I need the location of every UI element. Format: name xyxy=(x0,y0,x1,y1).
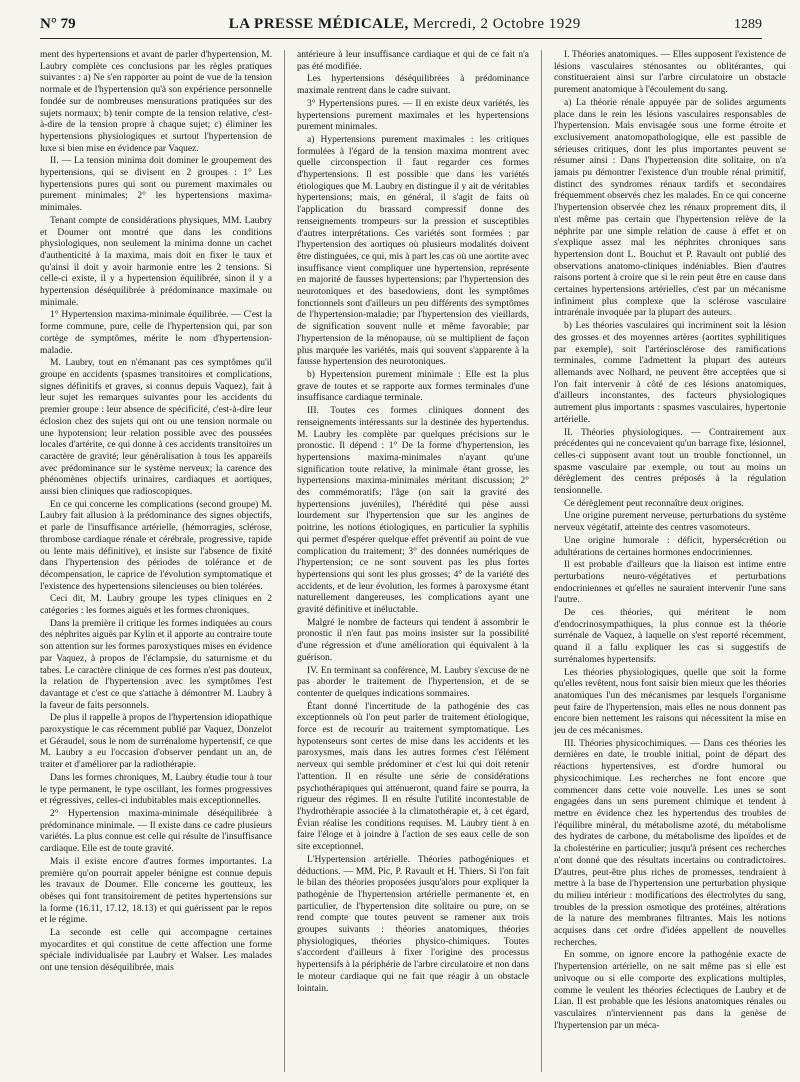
paragraph: Les hypertensions déséquilibrées à prédominance maximale rentrent dans le cadre suivant. xyxy=(297,74,529,97)
paragraph: 2° Hypertension maxima-minimale déséquilibrée à prédominance minimale. — Il existe dans ce cadre plusieurs variétés. La plus connue est celle qui résulte de l'insuffisance cardiaque. Elle est de toute gravité. xyxy=(40,809,272,855)
header-title xyxy=(229,16,581,33)
column-3 xyxy=(554,50,786,1072)
paragraph: Les théories physiologiques, quelle que soit la forme qu'elles revêtent, nous font saisir bien mieux que les théories anatomiques l'un des mécanismes par lesquels l'organisme peut faire de l'hypertension, mais elles ne nous donnent pas encore bien nettement les raisons qui nécessitent la mise en jeu de ces mécanismes. xyxy=(554,667,786,737)
paragraph: Une origine purement nerveuse, perturbations du système nerveux végétatif, atteinte des centres vasomoteurs. xyxy=(554,511,786,534)
paragraph: Ce dérèglement peut reconnaître deux origines. xyxy=(564,498,744,509)
paragraph: Étant donné l'incertitude de la pathogénie des cas exceptionnels où l'on peut parler de traitement étiologique, force est de recourir au traitement symptomatique. Les hypotenseurs sont certes de mise dans les accidents et les paroxysmes, mais dans les autres formes c'est l'élément nerveux qui semble prédominer et c'est lui qui doit retenir l'attention. Il en résulte une série de considérations psychothérapiques qui atténueront, quand faire se pourra, la rigueur des régimes. Il en résulte l'utilité incontestable de l'hydrothérapie associée à la climatothérapie et, à cet égard, Évian réalise les conditions requises. M. Laubry tient à en faire l'éloge et à joindre à l'action de ses eaux celle de son site exceptionnel. xyxy=(297,701,529,853)
paragraph: Il est probable d'ailleurs que la liaison est intime entre perturbations neuro-végétatives et perturbations endocriniennes et qu'elles ne sauraient intervenir l'une sans l'autre. xyxy=(554,560,786,606)
paragraph: Dans la première il critique les formes indiquées au cours des néphrites aiguës par Kylin et il apporte au contraire toute son attention sur les formes paroxystiques mises en évidence par Vaquez, à propos de l'éclampsie, du saturnisme et du tabes. Le caractère clinique de ces formes n'est pas douteux, la relation de l'hypertension avec les symptômes l'est davantage et c'est ce que s'attache à démontrer M. Laubry à la faveur de faits personnels. xyxy=(40,618,272,711)
paragraph: La seconde est celle qui accompagne certaines myocardites et qui constitue de cette affection une forme spéciale individualisée par Laubry et Walser. Les malades ont une tension déséquilibrée, mais xyxy=(40,928,272,974)
paragraph: De ces théories, qui méritent le nom d'endocrinosympathiques, la plus connue est la théorie surrénale de Vaquez, à laquelle on s'est reporté récemment, quand il a fallu expliquer les cas si suggestifs de surrénalomes hypertensifs. xyxy=(554,608,786,665)
issue-number: N° 79 xyxy=(40,16,76,32)
paragraph: Mais il existe encore d'autres formes importantes. La première qu'on pourrait appeler bénigne est connue depuis les travaux de Doumer. Elle concerne les goutteux, les obèses qui font transitoirement de petites hypertensions sur la forme (16.11, 17.12, 18.13) et qui guérissent par le repos et le régime. xyxy=(40,856,272,926)
paragraph: Une origine humorale : déficit, hypersécrétion ou adultérations de certaines hormones endocriniennes. xyxy=(554,535,786,558)
paragraph: Dans les formes chroniques, M. Laubry étudie tour à tour le type permanent, le type oscillant, les formes progressives et régressives, celles-ci indubitables mais exceptionnelles. xyxy=(40,772,272,807)
paragraph: Tenant compte de considérations physiques, MM. Laubry et Doumer ont montré que dans les conditions physiologiques, non seulement la minima donne un cachet d'authenticité à la maxima, mais doit en fixer le taux et qu'ainsi il doit y avoir harmonie entre les 2 tensions. Si celle-ci existe, il y a hypertension équilibrée, sinon il y a hypertension déséquilibrée à prédominance maximale ou minimale. xyxy=(40,215,272,308)
page-header xyxy=(40,16,762,39)
paragraph: En somme, on ignore encore la pathogénie exacte de l'hypertension artérielle, on ne sait même pas si elle est univoque ou si elle comporte des explications multiples, comme le veulent les théories éclectiques de Laubry et de Lian. Il est probable que les lésions anatomiques rénales ou vasculaires n'interviennent pas dans la genèse de l'hypertension par un méca- xyxy=(554,950,786,1031)
column-1 xyxy=(40,50,272,1072)
paragraph: II. — La tension minima doit dominer le groupement des hypertensions, qui se divisent en 2 groupes : 1° Les hypertensions pures qui sont ou purement maximales ou purement minimales; 2° les hypertensions maxima-minimales. xyxy=(40,156,272,214)
paragraph: a) La théorie rénale appuyée par de solides arguments place dans le rein les lésions vasculaires responsables de l'hypertension. Mais envisagée sous une forme étroite et exclusivement anatomopathologique, elle est passible de sérieuses critiques, dont les plus importantes peuvent se résumer ainsi : Dans l'hypertension dite solitaire, on n'a jamais pu démontrer l'existence d'un trouble rénal primitif, distinct des syndromes rénaux tardifs et secondaires fréquemment observés chez les malades. En ce qui concerne l'hypertension observée chez les rénaux proprement dits, il n'est même pas certain que l'hypertension relève de la néphrite par une simple relation de cause à effet et on s'explique assez mal les néphrites chroniques sans hypertension dont L. Bouchut et P. Ravault ont publié des observations anatomo-cliniques indéniables. Bien d'autres raisons portent à croire que si le rein peut être en cause dans certaines hypertensions artérielles, c'est par un mécanisme infiniment plus complexe que la sclérose vasculaire intrarénale invoquée par la plupart des auteurs. xyxy=(554,97,786,319)
paragraph: Ceci dit, M. Laubry groupe les types cliniques en 2 catégories : les formes aiguës et les formes chroniques. xyxy=(40,594,272,617)
paragraph: M. Laubry, tout en n'émanant pas ces symptômes qu'il groupe en accidents (spasmes transitoires et complications, signes définitifs et graves, si connus depuis Vaquez), fait à leur sujet les remarques suivantes pour les accidents du premier groupe : leur absence de spécificité, c'est-à-dire leur éclosion chez des sujets qui ont ou une tension normale ou une hypotension; leur relation possible avec des poussées locales d'artérite, ce qui donne à ces accidents transitoires un caractère de gravité; leur généralisation à tous les appareils avec prédominance sur le système nerveux; la carence des phénomènes objectifs urinaires, cardiaques et aortiques, aussi bien cliniques que radioscopiques. xyxy=(40,358,272,498)
column-2 xyxy=(297,50,529,1072)
paragraph: 3° Hypertensions pures. — Il en existe deux variétés, les hypertensions purement maximales et les hypertensions purement minimales. xyxy=(297,98,529,133)
paragraph: ment des hypertensions et avant de parler d'hypertension, M. Laubry complète ces conclusions par les règles pratiques suivantes : a) Ne s'en rapporter au point de vue de la tension normale et de l'hypertension qu'à son expérience personnelle fondée sur de nombreuses mensurations pratiquées sur des sujets normaux; b) tenir compte de la tension relative, c'est-à-dire de la tension propre à chaque sujet; c) éliminer les hypertensions physiologiques et surtout l'hypertension de luxe si bien mise en évidence par Vaquez. xyxy=(40,50,272,154)
paragraph: b) Hypertension purement minimale : Elle est la plus grave de toutes et se rapporte aux formes terminales d'une insuffisance cardiaque terminale. xyxy=(297,369,529,404)
column-divider xyxy=(541,50,542,1072)
paragraph: antérieure à leur insuffisance cardiaque et qui de ce fait n'a pas été modifiée. xyxy=(297,50,529,72)
paragraph: De plus il rappelle à propos de l'hypertension idiopathique paroxystique le cas récemment publié par Vaquez, Donzelot et Géraudel, sous le nom de surrénalome hypertensif, ce que M. Laubry a eu l'occasion d'observer pendant un an, de traiter et d'améliorer par la radiothérapie. xyxy=(40,713,272,771)
issue-date: Mercredi, 2 Octobre 1929 xyxy=(413,16,581,32)
paragraph: Malgré le nombre de facteurs qui tendent à assombrir le pronostic il n'en faut pas moins insister sur la possibilité d'une régression et d'une amélioration qui équivalent à la guérison. xyxy=(297,617,529,663)
paragraph: a) Hypertensions purement maximales : les critiques formulées à l'égard de la tension maxima montrent avec quelle circonspection il faut regarder ces formes d'hypertensions. Il est possible que dans les variétés étiologiques que M. Laubry en distingue il y ait de véritables hypertensions; mais, en général, il s'agit de faits où l'application du brassard compressif donne des renseignements trompeurs sur la pression et susceptibles d'autres interprétations. Ces variétés sont formées : par l'hypertension des aortiques où plusieurs modalités doivent être distinguées, ce qui, mis à part les cas où une aortite avec insuffisance vient compliquer une hypertension, représente en majorité de fausses hypertensions; par l'hypertension des neurotoniques et des basedowiens, dont les symptômes fonctionnels sont d'ailleurs un peu différents des symptômes de l'hypertension-maladie; par l'hypertension des vieillards, de signification souvent nulle et même favorable; par l'hypertension de la ménopause, où se multiplient de façon plus marquée les variétés, mais qui souvent s'apparente à la fausse hypertension des neurotoniques. xyxy=(297,134,529,368)
paragraph: II. Théories physiologiques. — Contrairement aux précédentes qui ne concevaient qu'un barrage fixe, lésionnel, celles-ci supposent avant tout un trouble fonctionnel, un spasme vasculaire par exemple, ou tout au moins un dérèglement des centres préposés à la régulation tensionnelle. xyxy=(554,427,786,497)
column-divider xyxy=(284,50,285,1072)
paragraph: 1° Hypertension maxima-minimale équilibrée. — C'est la forme commune, pure, celle de l'hypertension qui, par son cortège de symptômes, mérite le nom d'hypertension-maladie. xyxy=(40,310,272,356)
paragraph: b) Les théories vasculaires qui incriminent soit la lésion des grosses et des moyennes artères (aortites syphilitiques par exemple), soit l'artériosclérose des ramifications terminales, comme l'admettent la plupart des auteurs allemands avec Nolhard, ne peuvent être acceptées que si l'on fait intervenir à côté de ces lésions anatomiques, d'ailleurs inconstantes, des facteurs physiologiques autrement plus importants : spasmes vasculaires, hypertonie artérielle. xyxy=(554,321,786,425)
paragraph: III. Toutes ces formes cliniques donnent des renseignements intéressants sur la destinée des hypertendus. M. Laubry les complète par quelques précisions sur le pronostic. Il dépend : 1° De la forme d'hypertension, les hypertensions maxima-minimales n'ayant qu'une signification toute relative, la minimale étant grosse, les hypertensions maxima-minimales méritant discussion; 2° des commémoratifs; l'âge (on sait la gravité des hypertensions juvéniles), l'hérédité qui pèse aussi lourdement sur l'hypertension que sur les angines de poitrine, les notions étiologiques, en particulier la syphilis qui permet d'espérer quelque effet préventif au point de vue complication du traitement; 3° des données numériques de l'hypertension; ce ne sont souvent pas les plus fortes hypertensions qui sont les plus grosses; 4° de la variété des accidents, et de leur évolution, les formes à paroxysme étant naturellement dangereuses, les complications ayant une gravité définitive et inéluctable. xyxy=(297,406,529,616)
article-columns xyxy=(40,50,786,1072)
paragraph: I. Théories anatomiques. — Elles supposent l'existence de lésions vasculaires sténosantes ou oblitérantes, qui constitueraient ainsi sur l'arbre circulatoire un obstacle purement anatomique à l'écoulement du sang. xyxy=(554,50,786,96)
paragraph: III. Théories physicochimiques. — Dans ces théories les dernières en date, le trouble initial, point de départ des réactions hypertensives, est d'ordre humoral ou physicochimique. Les recherches ne font encore que commencer dans cette voie nouvelle. Les unes se sont engagées dans un sens purement chimique et tendent à mettre en évidence chez les hypertendus des troubles de l'équilibre minéral, du métabolisme azoté, du métabolisme des hydrates de carbone, du métabolisme des lipoïdes et de la cholestérine en particulier; jusqu'à présent ces recherches n'ont donné que des résultats incertains ou contradictoires. D'autres, peut-être plus riches de promesses, tendraient à mettre à la base de l'hypertension une perturbation physique du milieu intérieur : modifications des électrolytes du sang, troubles de la pression osmotique des protéines, altérations de la nature des membranes filtrantes. Mais les notions acquises dans cet ordre d'idées appellent de nouvelles recherches. xyxy=(554,738,786,948)
page-number: 1289 xyxy=(734,17,762,32)
paragraph: L'Hypertension artérielle. Théories pathogéniques et déductions. — MM. Pic, P. Ravault et H. Thiers. Si l'on fait le bilan des théories proposées jusqu'alors pour expliquer la pathogénie de l'hypertension artérielle permanente et, en particulier, de l'hypertension dite solitaire ou pure, on se rend compte que toutes peuvent se ramener aux trois groupes suivants : théories anatomiques, théories physiologiques, théories physico-chimiques. Toutes s'accordent d'ailleurs à fixer l'origine des processus hypertensifs à la périphérie de l'arbre circulatoire et non dans le moteur cardiaque qui ne fait que réagir à un obstacle lointain. xyxy=(297,854,529,994)
journal-name: LA PRESSE MÉDICALE, xyxy=(228,16,409,32)
paragraph: IV. En terminant sa conférence, M. Laubry s'excuse de ne pas aborder le traitement de l'hypertension, et de se contenter de quelques indications sommaires. xyxy=(297,665,529,699)
paragraph: En ce qui concerne les complications (second groupe) M. Laubry fait allusion à la prédominance des signes objectifs, et parle de l'insuffisance artérielle, (hémorragies, sclérose, thrombose cardiaque rénale et cérébrale, progressive, rapide ou lente mais définitive), et insiste sur l'absence de fixité dans l'hypertension des périodes de tolérance et de décompensation, le caprice de l'évolution symptomatique et l'existence des hypertensions silencieuses ou bien tolérées. xyxy=(40,499,272,592)
